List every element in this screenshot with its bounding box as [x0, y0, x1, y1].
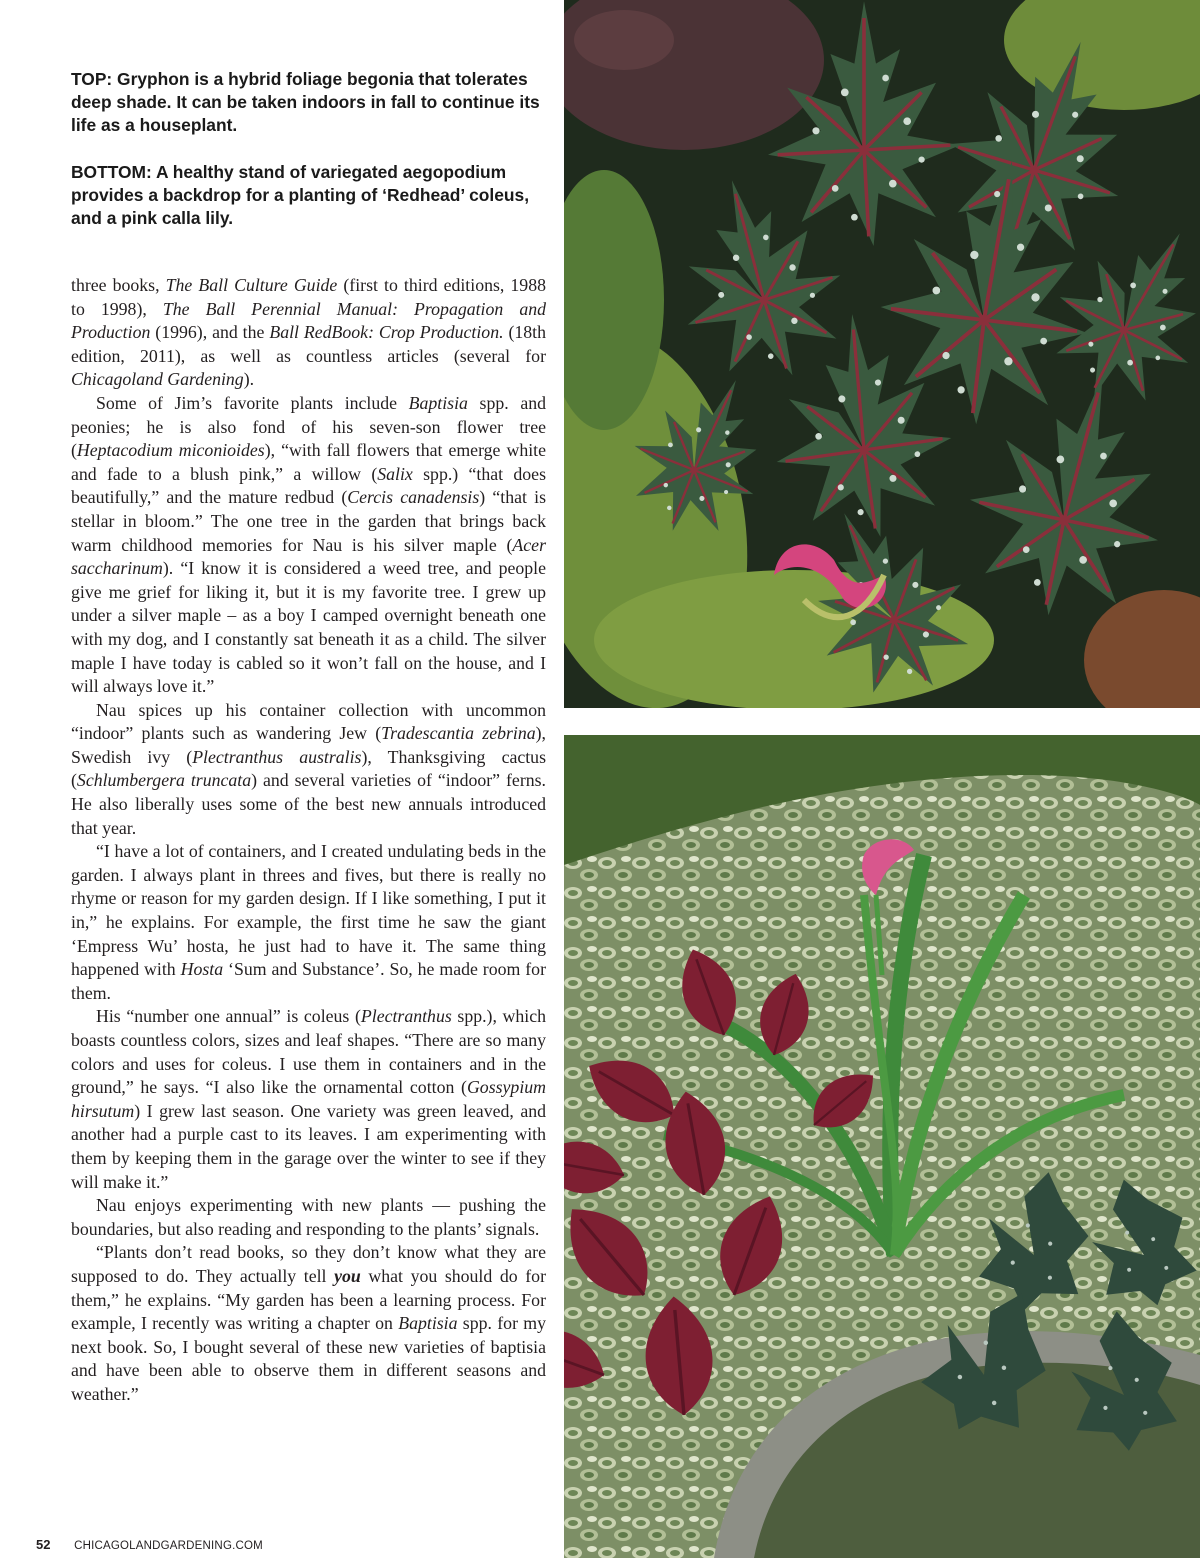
coleus-illustration: [564, 735, 1200, 1558]
text-run: ). “I know it is considered a weed tree, and people give me grief for liking it, but it is my favorite tree. I grew up under a silver maple – as a boy I camped overnight beneath one with my dog, and I constantly sat beneath it as a child. The silver maple I have today is cabled so it won’t fall on the house, and I will always love it.”: [71, 558, 546, 697]
text-run: Plectranthus australis: [192, 746, 362, 767]
photo-captions: [71, 68, 553, 253]
begonia-photo: [564, 0, 1200, 708]
text-run: Hosta: [180, 959, 224, 980]
text-run: ), “with fall flowers that emerge white and fade to a blush pink,” a willow (: [71, 440, 546, 484]
text-run: Heptacodium miconioides: [76, 440, 265, 461]
caption-top: TOP: Gryphon is a hybrid foliage begonia that tolerates deep shade. It can be taken indoors in fall to continue its life as a houseplant.: [71, 69, 540, 136]
website-url: CHICAGOLANDGARDENING.COM: [74, 1540, 263, 1552]
text-run: Baptisia: [398, 1313, 458, 1334]
text-run: Nau spices up his container collection with uncommon “indoor” plants such as wandering Jew (: [71, 699, 546, 744]
text-run: His “number one annual” is coleus (: [96, 1006, 361, 1027]
text-run: The Ball Culture Guide: [165, 275, 338, 295]
text-run: Acer saccharinum: [71, 534, 546, 579]
text-run: Cercis canadensis: [347, 487, 480, 508]
text-run: (1996), and the: [150, 322, 270, 343]
text-run: Chicagoland Gardening: [71, 369, 244, 390]
text-run: three books,: [71, 275, 166, 295]
article-paragraph: [71, 1005, 546, 1194]
text-run: what you should do for them,” he explains. “My garden has been a learning process. For example, I recently was writing a chapter on: [71, 1265, 546, 1334]
text-run: Some of Jim’s favorite plants include: [96, 392, 409, 413]
coleus-calla-photo: [564, 735, 1200, 1558]
caption-bottom: BOTTOM: A healthy stand of variegated aegopodium provides a backdrop for a planting of ‘Redhead’ coleus, and a pink calla lily.: [71, 161, 530, 229]
text-run: ‘Sum and Substance’. So, he made room for them.: [71, 959, 546, 1003]
article-paragraph: [71, 274, 546, 392]
text-run: ) I grew last season. One variety was green leaved, and another had a purple cast to its leaves. I am experimenting with them by keeping them in the garage over the winter to see if they will make it.”: [71, 1100, 546, 1192]
text-run: Baptisia: [408, 392, 468, 413]
text-run: ), Swedish ivy (: [71, 723, 546, 767]
text-run: (first to third editions, 1988 to 1998),: [71, 275, 546, 319]
page-number: 52: [36, 1537, 51, 1552]
text-run: spp. and peonies; he is also fond of his seven-son flower tree (: [71, 392, 546, 461]
article-paragraph: [71, 699, 546, 841]
text-run: Ball RedBook: Crop Production.: [269, 322, 504, 343]
page-footer: [36, 1537, 263, 1552]
text-run: Salix: [377, 463, 413, 484]
begonia-illustration: [564, 0, 1200, 708]
text-run: spp. for my next book. So, I bought several of these new varieties of baptisia and have been able to observe them in different seasons and weather.”: [71, 1313, 547, 1404]
text-run: ) and several varieties of “indoor” ferns. He also liberally uses some of the best new annuals introduced that year.: [71, 770, 546, 838]
text-run: “Plants don’t read books, so they don’t know what they are supposed to do. They actually tell: [71, 1242, 546, 1286]
text-run: spp.), which boasts countless colors, sizes and leaf shapes. “There are so many colors and uses for coleus. I use them in containers and in the ground,” he says. “I also like the ornamental cotton (: [71, 1006, 547, 1098]
text-run: ) “that is stellar in bloom.” The one tree in the garden that brings back warm childhood memories for Nau is his silver maple (: [71, 487, 547, 555]
text-run: spp.) “that does beautifully,” and the mature redbud (: [71, 463, 546, 508]
article-paragraph: [71, 840, 546, 1005]
text-run: ).: [243, 369, 255, 390]
article-paragraph: [71, 1241, 546, 1406]
text-run: Nau enjoys experimenting with new plants — pushing the boundaries, but also reading and responding to the plants’ signals.: [71, 1195, 546, 1239]
text-run: you: [334, 1265, 361, 1286]
text-run: (18th edition, 2011), as well as countless articles (several for: [71, 322, 547, 366]
text-run: ), Thanksgiving cactus (: [71, 746, 546, 791]
text-run: Tradescantia zebrina: [381, 723, 536, 744]
text-run: The Ball Perennial Manual: Propagation and Production: [71, 298, 546, 343]
text-run: Plectranthus: [360, 1006, 452, 1027]
article-paragraph: [71, 392, 546, 699]
text-run: Gossypium hirsutum: [71, 1077, 546, 1121]
text-run: “I have a lot of containers, and I created undulating beds in the garden. I always plant in threes and fives, but there is really no rhyme or reason for my garden design. If I like something, I put it in,” he explains. For example, the first time he saw the giant ‘Empress Wu’ hosta, he just had to have it. The same thing happened with: [71, 841, 546, 980]
article-body: [71, 274, 546, 1407]
text-run: Schlumbergera truncata: [76, 770, 252, 791]
article-paragraph: [71, 1194, 546, 1241]
